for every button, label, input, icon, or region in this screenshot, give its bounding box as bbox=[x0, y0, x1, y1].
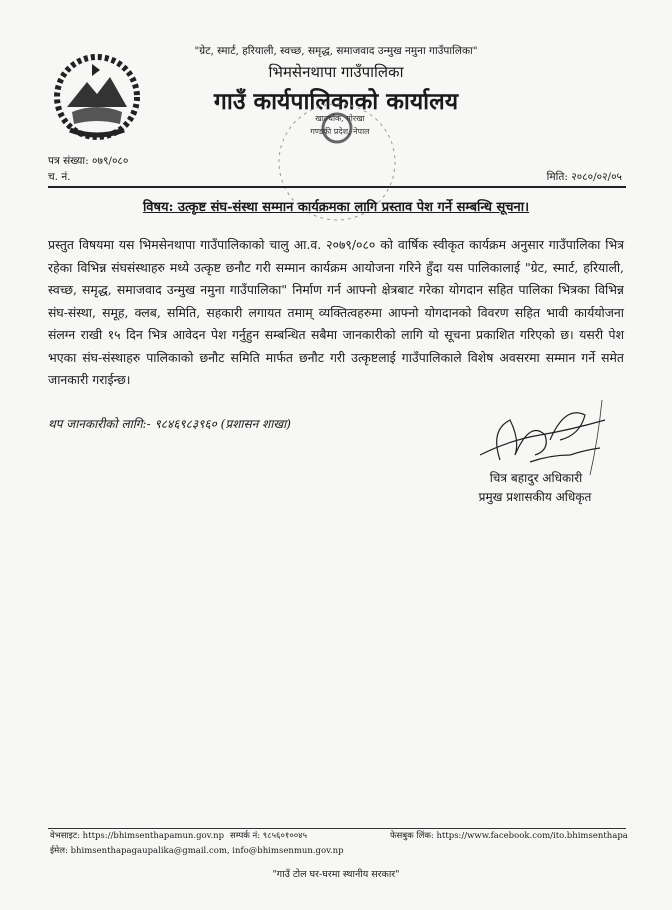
stamp-line: खाल्चोक, गोरखा bbox=[315, 114, 365, 123]
further-info: थप जानकारीको लागि:- ९८४६९८३९६० (प्रशासन शाखा) bbox=[48, 417, 291, 431]
stamp-text bbox=[300, 112, 380, 138]
stamp-line: गण्डकी प्रदेश, नेपाल bbox=[310, 127, 370, 136]
footer-email[interactable]: ईमेल: bhimsenthapagaupalika@gmail.com, info@bhimsenmun.gov.np bbox=[50, 846, 344, 856]
letter-date: मिति: २०८०/०२/०५ bbox=[546, 171, 622, 183]
municipality-name: भिमसेनथापा गाउँपालिका bbox=[268, 63, 404, 81]
subject-line bbox=[0, 197, 672, 215]
subject-text: विषय: उत्कृष्ट संघ-संस्था सम्मान कार्यक्रमका लागि प्रस्ताव पेश गर्ने सम्बन्धि सूचना। bbox=[142, 200, 530, 215]
header-divider bbox=[48, 186, 626, 188]
footer-divider bbox=[48, 828, 626, 829]
footer-website[interactable]: वेभसाइट: https://bhimsenthapamun.gov.np bbox=[50, 831, 225, 841]
footer-phone: सम्पर्क नं: ९८५६०१००४५ bbox=[230, 831, 307, 841]
slogan: "ग्रेट, स्मार्ट, हरियाली, स्वच्छ, समृद्ध, समाजवाद उन्मुख नमुना गाउँपालिका" bbox=[194, 45, 478, 57]
footer-motto: "गाउँ टोल घर-घरमा स्थानीय सरकार" bbox=[272, 869, 400, 880]
signatory-title: प्रमुख प्रशासकीय अधिकृत bbox=[478, 490, 592, 504]
office-title: गाउँ कार्यपालिकाको कार्यालय bbox=[213, 88, 459, 115]
handwritten-signature bbox=[470, 400, 610, 475]
dispatch-number: च. नं. bbox=[48, 171, 71, 183]
signatory-name: चित्र बहादुर अधिकारी bbox=[489, 471, 583, 485]
footer-facebook[interactable]: फेसबुक लिंक: https://www.facebook.com/ito.bhimsenthapa bbox=[390, 831, 628, 841]
letter-number: पत्र संख्या: ०७९/०८० bbox=[48, 155, 129, 167]
notice-body: प्रस्तुत विषयमा यस भिमसेनथापा गाउँपालिकाको चालु आ.व. २०७९/०८० को वार्षिक स्वीकृत कार्यक्रम अनुसार गाउँपालिका भित्र रहेका विभिन्न संघसंस्थाहरु मध्ये उत्कृष्ट छनौट गरी सम्मान कार्यक्रम आयोजना गरिने हुँदा यस पालिकालाई "ग्रेट, स्मार्ट, हरियाली, स्वच्छ, समृद्ध, समाजवाद उन्मुख नमुना गाउँपालिका" निर्माण गर्न आफ्नो क्षेत्रबाट गरेका योगदान सहित पालिका भित्रका विभिन्न संघ-संस्था, समूह, क्लब, समिति, सहकारी लगायत तमाम् व्यक्तित्वहरुमा आफ्नो योगदानको विवरण सहित भावी कार्ययोजना संलग्न राखी १५ दिन भित्र आवेदन पेश गर्नुहुन सम्बन्धित सबैमा जानकारीको लागि यो सूचना प्रकाशित गरिएको छ। यसरी पेश भएका संघ-संस्थाहरु पालिकाको छनौट समिति मार्फत छनौट गरी उत्कृष्टलाई गाउँपालिकाले विशेष अवसरमा सम्मान गर्ने समेत जानकारी गराईन्छ। bbox=[48, 237, 624, 387]
